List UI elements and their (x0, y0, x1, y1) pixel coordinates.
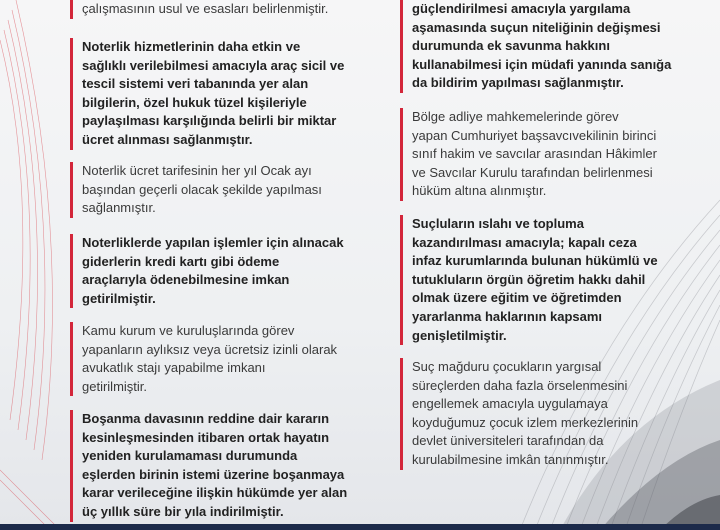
right-item-2-text: Bölge adliye mahkemelerinde görev yapan Cumhuriyet başsavcıvekilinin birinci sınıf hakim ve savcılar arasından Hâkimler ve Savcılar Kurulu tarafından belirlenmesi hüküm altına alınmıştır. (412, 109, 657, 199)
right-item-2 (400, 108, 690, 201)
left-item-6 (70, 410, 360, 522)
left-item-1-text: çalışmasının usul ve esasları belirlenmiştir. (82, 1, 329, 16)
left-item-5-text: Kamu kurum ve kuruluşlarında görev yapanların aylıksız veya ücretsiz izinli olarak avukatlık stajı yapabilme imkanı getirilmiştir. (82, 323, 338, 394)
left-item-2-text: Noterlik hizmetlerinin daha etkin ve sağlıklı verilebilmesi amacıyla araç sicil ve tescil sistemi veri tabanında yer alan bilgilerin, özel hukuk tüzel kişileriyle paylaşılması karşılığında belirli bir miktar ücret alınması sağlanmıştır. (82, 39, 345, 147)
left-item-5 (70, 322, 360, 396)
left-item-3-text: Noterlik ücret tarifesinin her yıl Ocak ayı başından geçerli olacak şekilde yapılması sağlanmıştır. (82, 163, 322, 216)
right-item-1 (400, 0, 690, 93)
right-item-3-text: Suçluların ıslahı ve topluma kazandırılması amacıyla; kapalı ceza infaz kurumlarında bulunan hükümlü ve tutukluların örgün öğretim hakkı dahil olmak üzere eğitim ve öğretimden yararlanma haklarının kapsamı genişletilmiştir. (412, 216, 658, 343)
right-item-4 (400, 358, 690, 470)
left-item-1 (70, 0, 360, 19)
right-item-1-text: güçlendirilmesi amacıyla yargılama aşamasında suçun niteliğinin değişmesi durumunda ek savunma hakkını kullanabilmesi için müdafi yanında sanığa da bildirim yapılması sağlanmıştır. (412, 1, 672, 91)
left-item-3 (70, 162, 360, 218)
left-item-4 (70, 234, 360, 308)
bottom-bar (0, 524, 720, 530)
right-item-4-text: Suç mağduru çocukların yargısal süreçlerden daha fazla örselenmesini engellemek amacıyla uygulamaya koyduğumuz çocuk izlem merkezlerinin devlet üniversiteleri tarafından da kurulabilmesine imkân tanınmıştır. (412, 359, 639, 467)
left-item-2 (70, 38, 360, 150)
right-item-3 (400, 215, 690, 345)
left-item-4-text: Noterliklerde yapılan işlemler için alınacak giderlerin kredi kartı gibi ödeme araçlarıyla ödenebilmesine imkan getirilmiştir. (82, 235, 344, 306)
left-item-6-text: Boşanma davasının reddine dair kararın kesinleşmesinden itibaren ortak hayatın yeniden kurulamaması durumunda eşlerden birinin istemi üzerine boşanmaya karar verileceğine ilişkin hükümde yer alan üç yıllık süre bir yıla indirilmiştir. (82, 411, 348, 519)
